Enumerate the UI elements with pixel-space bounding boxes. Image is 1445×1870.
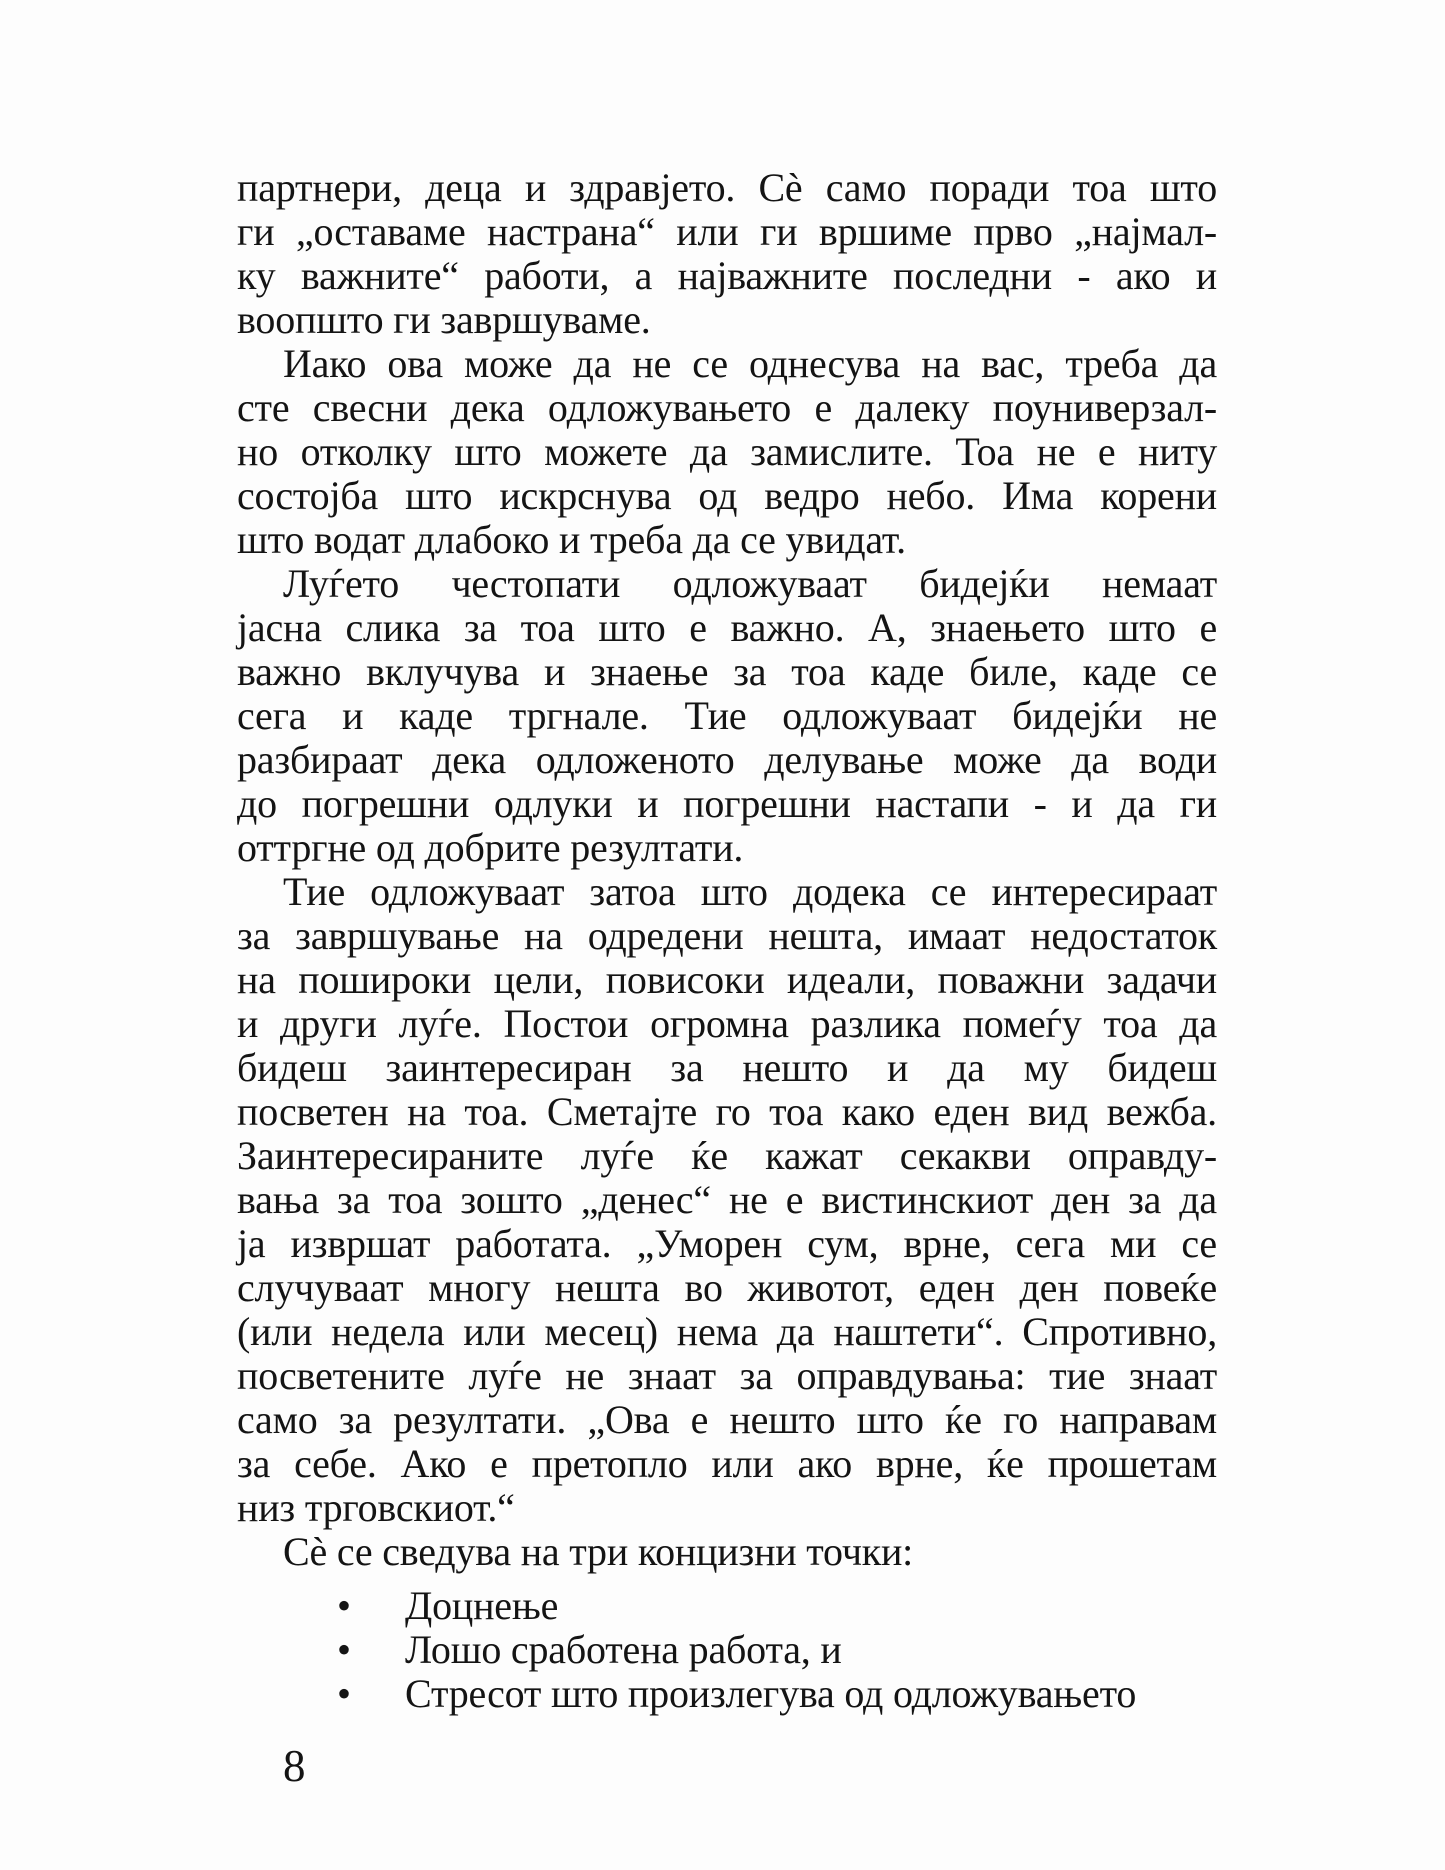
text-line: вања за тоа зошто „денес“ не е вистинскиот ден за да (237, 1177, 1217, 1222)
bullet-text: Стресот што произлегува од одложувањето (405, 1671, 1137, 1716)
text-line: ги „оставаме настрана“ или ги вршиме прво „најмал- (237, 209, 1217, 254)
text-column (237, 166, 1217, 1716)
text-line: за себе. Ако е претопло или ако врне, ќе прошетам (237, 1441, 1217, 1486)
text-line: за завршување на одредени нешта, имаат недостаток (237, 913, 1217, 958)
text-line: јасна слика за тоа што е важно. А, знаењето што е (237, 605, 1217, 650)
text-line: оттргне од добрите резултати. (237, 825, 744, 870)
text-line: бидеш заинтересиран за нешто и да му бидеш (237, 1045, 1217, 1090)
text-line: (или недела или месец) нема да наштети“. Спротивно, (237, 1309, 1217, 1354)
text-line: и други луѓе. Постои огромна разлика помеѓу тоа да (237, 1001, 1217, 1046)
text-line: посветен на тоа. Сметајте го тоа како еден вид вежба. (237, 1089, 1217, 1134)
text-line: низ трговскиот.“ (237, 1485, 515, 1530)
text-line: само за резултати. „Ова е нешто што ќе го направам (237, 1397, 1217, 1442)
text-line: Заинтересираните луѓе ќе кажат секакви оправду- (237, 1133, 1217, 1178)
text-line: Иако ова може да не се однесува на вас, треба да (283, 341, 1217, 386)
list-item (237, 1584, 1217, 1628)
text-line: што водат длабоко и треба да се увидат. (237, 517, 906, 562)
text-line: случуваат многу нешта во животот, еден ден повеќе (237, 1265, 1217, 1310)
bullet-list (237, 1584, 1217, 1716)
text-line: ја извршат работата. „Уморен сум, врне, сега ми се (237, 1221, 1217, 1266)
text-line: посветените луѓе не знаат за оправдувања: тие знаат (237, 1353, 1217, 1398)
bullet-icon: • (337, 1583, 351, 1628)
text-line: Тие одложуваат затоа што додека се интересираат (283, 869, 1217, 914)
bullet-text: Лошо сработена работа, и (405, 1627, 842, 1672)
list-item (237, 1672, 1217, 1716)
text-line: Сѐ се сведува на три концизни точки: (283, 1529, 914, 1574)
text-line: важно вклучува и знаење за тоа каде биле, каде се (237, 649, 1217, 694)
bullet-icon: • (337, 1627, 351, 1672)
text-line: сте свесни дека одложувањето е далеку поуниверзал- (237, 385, 1217, 430)
text-line: воопшто ги завршуваме. (237, 297, 651, 342)
text-line: сега и каде тргнале. Тие одложуваат бидејќи не (237, 693, 1217, 738)
text-line: до погрешни одлуки и погрешни настапи - и да ги (237, 781, 1217, 826)
bullet-icon: • (337, 1671, 351, 1716)
text-line: состојба што искрснува од ведро небо. Има корени (237, 473, 1217, 518)
bullet-text: Доцнење (405, 1583, 559, 1628)
text-line: но отколку што можете да замислите. Тоа не е ниту (237, 429, 1217, 474)
page-number: 8 (283, 1741, 306, 1791)
list-item (237, 1628, 1217, 1672)
text-line: ку важните“ работи, а најважните последни - ако и (237, 253, 1217, 298)
text-line: на пошироки цели, повисоки идеали, поважни задачи (237, 957, 1217, 1002)
text-line: Луѓето честопати одложуваат бидејќи немаат (283, 561, 1217, 606)
text-line: разбираат дека одложеното делување може да води (237, 737, 1217, 782)
text-line: партнери, деца и здравјето. Сѐ само поради тоа што (237, 165, 1217, 210)
